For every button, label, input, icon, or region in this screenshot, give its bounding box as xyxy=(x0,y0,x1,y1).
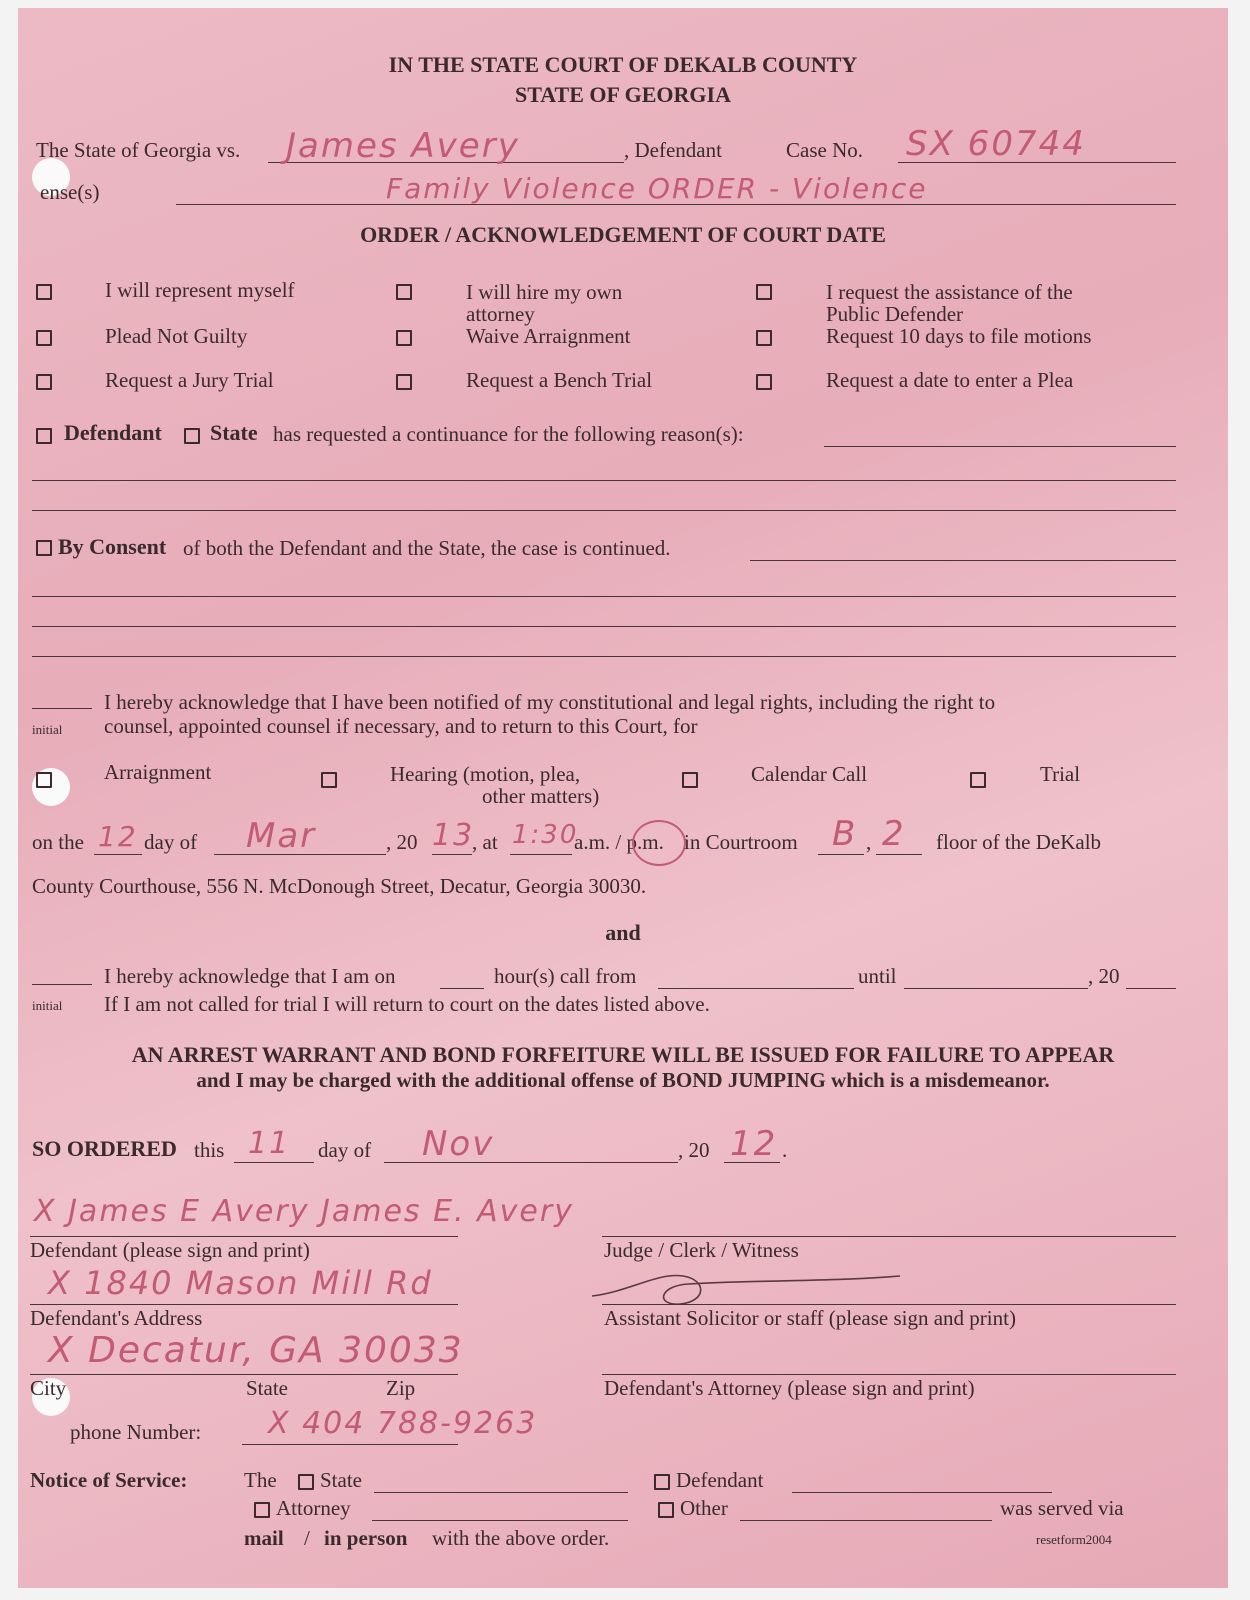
at-label: , at xyxy=(472,830,498,854)
public-defender-label-1: I request the assistance of the xyxy=(826,280,1073,304)
telephone-value[interactable]: X 404 788-9263 xyxy=(268,1406,538,1441)
defendant-address-label: Defendant's Address xyxy=(30,1306,203,1330)
defendant-name-value[interactable]: James Avery xyxy=(286,126,520,166)
notice-defendant-field[interactable] xyxy=(792,1492,1052,1493)
acknowledge-call-text-c: until xyxy=(858,964,897,988)
consent-label: By Consent xyxy=(58,534,167,559)
consent-field[interactable] xyxy=(750,560,1176,561)
acknowledge-call-line2: If I am not called for trial I will return to court on the dates listed above. xyxy=(104,992,710,1016)
so-ordered-day-of: day of xyxy=(318,1138,372,1162)
day-of-label: day of xyxy=(144,830,198,854)
comma-20-label: , 20 xyxy=(386,830,418,854)
continuance-defendant-label: Defendant xyxy=(64,420,162,445)
consent-field[interactable] xyxy=(32,596,1176,597)
notice-defendant-checkbox[interactable] xyxy=(654,1474,670,1490)
acknowledge-rights-line2: counsel, appointed counsel if necessary, and to return to this Court, for xyxy=(104,714,698,738)
arraignment-checkbox[interactable] xyxy=(36,772,52,788)
so-ordered-label: SO ORDERED xyxy=(32,1136,177,1161)
solicitor-signature-field[interactable] xyxy=(602,1304,1176,1305)
ampm-label: a.m. / p.m. xyxy=(574,830,664,854)
continuance-reason-field[interactable] xyxy=(32,480,1176,481)
notice-state-checkbox[interactable] xyxy=(298,1474,314,1490)
call-year-field[interactable] xyxy=(1126,988,1176,989)
initial-field[interactable] xyxy=(32,984,92,985)
court-name: IN THE STATE COURT OF DEKALB COUNTY xyxy=(388,52,858,77)
consent-checkbox[interactable] xyxy=(36,540,52,556)
notice-attorney-label: Attorney xyxy=(276,1496,351,1520)
hearing-month-value[interactable]: Mar xyxy=(246,816,317,856)
notice-attorney-checkbox[interactable] xyxy=(254,1502,270,1518)
defendant-sign-label: Defendant (please sign and print) xyxy=(30,1238,310,1262)
judge-label: Judge / Clerk / Witness xyxy=(604,1238,799,1262)
continuance-state-checkbox[interactable] xyxy=(184,428,200,444)
initial-label: initial xyxy=(32,722,63,737)
defendant-address-value[interactable]: X 1840 Mason Mill Rd xyxy=(48,1264,433,1302)
warning-line2: and I may be charged with the additional offense of BOND JUMPING which is a misdemeanor. xyxy=(196,1068,1050,1092)
bench-trial-checkbox[interactable] xyxy=(396,374,412,390)
ordered-year-value[interactable]: 12 xyxy=(730,1124,778,1164)
bench-trial-label: Request a Bench Trial xyxy=(466,368,653,392)
state-label: State xyxy=(246,1376,288,1400)
consent-field[interactable] xyxy=(32,656,1176,657)
on-the-label: on the xyxy=(32,830,84,854)
public-defender-label-2: Public Defender xyxy=(826,302,964,326)
calendar-call-checkbox[interactable] xyxy=(682,772,698,788)
so-ordered-comma-20: , 20 xyxy=(678,1138,710,1162)
hearing-label-2: other matters) xyxy=(482,784,600,808)
consent-field[interactable] xyxy=(32,626,1176,627)
notice-other-label: Other xyxy=(680,1496,728,1520)
pm-circle-mark xyxy=(632,820,686,866)
offense-label: ense(s) xyxy=(40,180,100,204)
hire-attorney-label-2: attorney xyxy=(466,302,535,326)
enter-plea-label: Request a date to enter a Plea xyxy=(826,368,1074,392)
hearing-day-value[interactable]: 12 xyxy=(98,820,138,853)
acknowledge-call-text-d: , 20 xyxy=(1088,964,1120,988)
case-label: Case No. xyxy=(786,138,863,162)
notice-with-order: with the above order. xyxy=(432,1526,610,1550)
order-title: ORDER / ACKNOWLEDGEMENT OF COURT DATE xyxy=(360,222,886,247)
acknowledge-call-text-a: I hereby acknowledge that I am on xyxy=(104,964,396,988)
enter-plea-checkbox[interactable] xyxy=(756,374,772,390)
city-label: City xyxy=(30,1376,67,1400)
vs-label: The State of Georgia vs. xyxy=(36,138,241,162)
hearing-label-1: Hearing (motion, plea, xyxy=(390,762,581,786)
attorney-signature-field[interactable] xyxy=(602,1374,1176,1375)
courthouse-address: County Courthouse, 556 N. McDonough Street, Decatur, Georgia 30030. xyxy=(32,874,647,898)
jury-trial-label: Request a Jury Trial xyxy=(105,368,274,392)
notice-the: The xyxy=(244,1468,277,1492)
warning-line1: AN ARREST WARRANT AND BOND FORFEITURE WILL BE ISSUED FOR FAILURE TO APPEAR xyxy=(131,1042,1115,1067)
continuance-reason-field[interactable] xyxy=(32,510,1176,511)
city-state-zip-value[interactable]: X Decatur, GA 30033 xyxy=(48,1330,464,1371)
represent-myself-checkbox[interactable] xyxy=(36,284,52,300)
telephone-label: phone Number: xyxy=(70,1420,202,1444)
continuance-state-label: State xyxy=(210,420,258,445)
initial-label: initial xyxy=(32,998,63,1013)
call-from-field[interactable] xyxy=(658,988,854,989)
defendant-signature-value[interactable]: X James E Avery James E. Avery xyxy=(34,1194,574,1229)
form-id: resetform2004 xyxy=(1036,1532,1112,1547)
so-ordered-period: . xyxy=(782,1138,788,1162)
consent-text: of both the Defendant and the State, the case is continued. xyxy=(183,536,671,560)
continuance-reason-field[interactable] xyxy=(824,446,1176,447)
jury-trial-checkbox[interactable] xyxy=(36,374,52,390)
hire-attorney-label-1: I will hire my own xyxy=(466,280,623,304)
notice-label: Notice of Service: xyxy=(30,1468,188,1492)
and-label: and xyxy=(605,920,641,945)
attorney-label: Defendant's Attorney (please sign and print) xyxy=(604,1376,975,1400)
acknowledge-call-text-b: hour(s) call from xyxy=(494,964,637,988)
offense-value[interactable]: Family Violence ORDER - Violence xyxy=(386,172,928,205)
ordered-day-value[interactable]: 11 xyxy=(248,1126,291,1161)
initial-field[interactable] xyxy=(32,708,92,709)
state-name: STATE OF GEORGIA xyxy=(515,82,731,107)
hire-attorney-checkbox[interactable] xyxy=(396,284,412,300)
judge-signature-field[interactable] xyxy=(602,1236,1176,1237)
hearing-checkbox[interactable] xyxy=(321,772,337,788)
hearing-time-value[interactable]: 1:30 xyxy=(512,820,579,850)
notice-attorney-field[interactable] xyxy=(372,1520,628,1521)
floor-text: floor of the DeKalb xyxy=(936,830,1102,854)
ordered-month-value[interactable]: Nov xyxy=(422,1124,495,1164)
defendant-label: , Defendant xyxy=(624,138,722,162)
calendar-call-label: Calendar Call xyxy=(751,762,868,786)
notice-state-label: State xyxy=(320,1468,362,1492)
courtroom-label: in Courtroom xyxy=(684,830,798,854)
case-number-value[interactable]: SX 60744 xyxy=(906,124,1086,164)
notice-defendant-label: Defendant xyxy=(676,1468,764,1492)
hearing-year-value[interactable]: 13 xyxy=(432,818,475,853)
notice-slash: / xyxy=(304,1526,310,1550)
courtroom-value[interactable]: B xyxy=(832,814,858,854)
floor-value[interactable]: 2 xyxy=(882,814,906,854)
trial-checkbox[interactable] xyxy=(970,772,986,788)
notice-mail: mail xyxy=(244,1526,284,1550)
notice-served-via: was served via xyxy=(1000,1496,1124,1520)
notice-other-field[interactable] xyxy=(740,1520,992,1521)
waive-arraignment-checkbox[interactable] xyxy=(396,330,412,346)
notice-state-field[interactable] xyxy=(374,1492,628,1493)
notice-other-checkbox[interactable] xyxy=(658,1502,674,1518)
zip-label: Zip xyxy=(386,1376,416,1400)
call-hours-field[interactable] xyxy=(440,988,484,989)
call-until-field[interactable] xyxy=(904,988,1088,989)
continuance-defendant-checkbox[interactable] xyxy=(36,428,52,444)
request-10-days-checkbox[interactable] xyxy=(756,330,772,346)
court-order-form: IN THE STATE COURT OF DEKALB COUNTY STATE OF GEORGIA The State of Georgia vs. James Avery , Defendant Case No. SX 60744 ense(s) Family Violence ORDER - Violence ORDER / ACKNOWLEDGEMENT OF COURT DATE I will represent myself I will hire my own attorney I request the assistance of the Public Defender Plead Not Guilty Waive Arraignment Request 10 days to file motions Request a Jury Trial Request a Bench Trial Request a date to enter a Plea Defendant State has requested a continuance for the following reason(s): By Consent of both the Defendant and the State, the case is continued. initial I hereby acknowledge that I have been notified of my constitutional and legal rights, including the right to counsel, appointed counsel if necessary, and to return to this Court, for Arraignment Hearing (motion, plea, other matters) Calendar Call Trial on the 12 day of Mar , 20 13 , at 1:30 a.m. / p.m. in Courtroom B , 2 floor of the DeKalb County Courthouse, 556 N. McDonough Street, Decatur, Georgia 30030. and initial I hereby acknowledge that I am on hour(s) call from until , 20 If I am not called for trial I will return to court on the dates listed above. AN ARREST WARRANT AND BOND FORFEITURE WILL BE ISSUED FOR FAILURE TO APPEAR and I may be charged with the additional offense of BOND JUMPING which is a misdemeanor. SO ORDERED this 11 day of Nov , 20 12 . X James E Avery James E. Avery Defendant (please sign and print) X 1840 Mason Mill Rd Defendant's Address X Decatur, GA 30033 City State Zip phone Number: X 404 788-9263 Judge / Clerk / Witness Assistant Solicitor or staff (please sign and print) Defendant's Attorney (please sign and print) Notice of Service: The State Defendant Attorney Other was served via mail / in person with the above order. resetform2004 xyxy=(18,8,1228,1588)
acknowledge-rights-line1: I hereby acknowledge that I have been notified of my constitutional and legal rights, including the right to xyxy=(104,690,996,714)
so-ordered-this: this xyxy=(194,1138,225,1162)
solicitor-label: Assistant Solicitor or staff (please sign and print) xyxy=(604,1306,1016,1330)
solicitor-signature-mark xyxy=(588,1262,908,1308)
represent-myself-label: I will represent myself xyxy=(105,278,295,302)
plead-not-guilty-label: Plead Not Guilty xyxy=(105,324,248,348)
trial-label: Trial xyxy=(1040,762,1081,786)
public-defender-checkbox[interactable] xyxy=(756,284,772,300)
waive-arraignment-label: Waive Arraignment xyxy=(466,324,631,348)
request-10-days-label: Request 10 days to file motions xyxy=(826,324,1092,348)
plead-not-guilty-checkbox[interactable] xyxy=(36,330,52,346)
notice-in-person: in person xyxy=(324,1526,408,1550)
continuance-text: has requested a continuance for the following reason(s): xyxy=(273,422,744,446)
arraignment-label: Arraignment xyxy=(104,760,212,784)
